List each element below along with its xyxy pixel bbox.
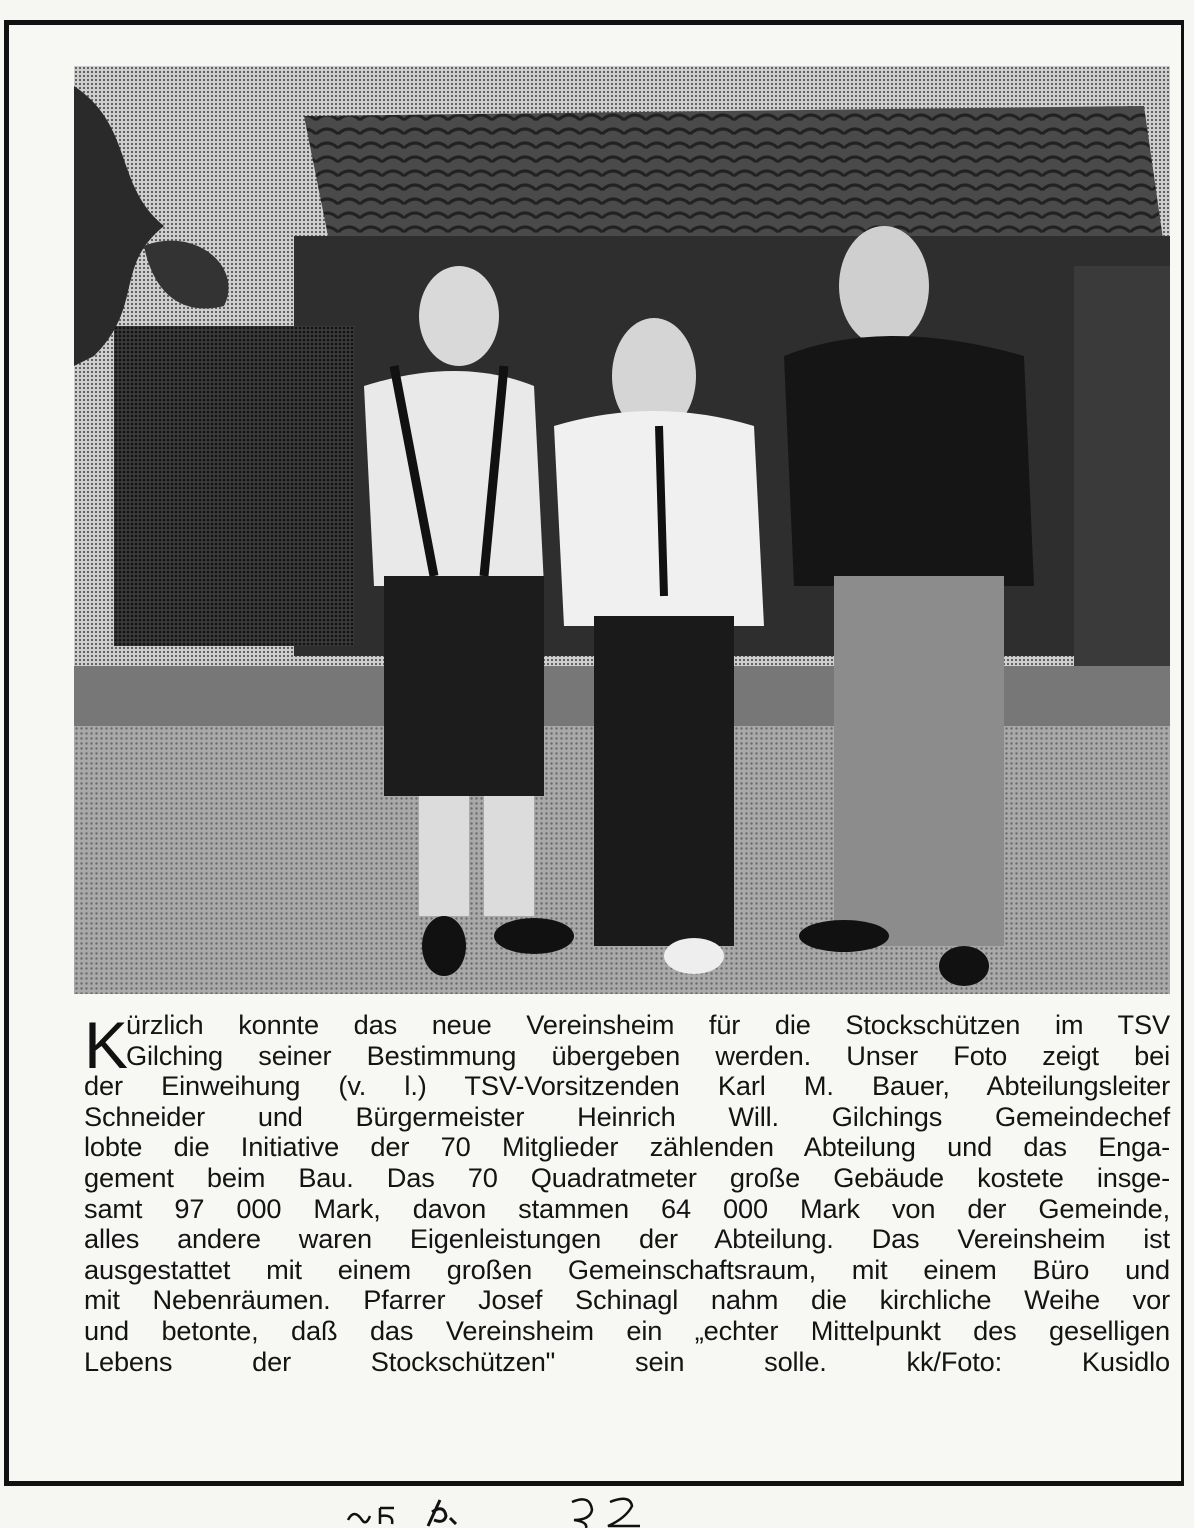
caption-line: Lebens der Stockschützen" sein solle. — [84, 1345, 827, 1377]
caption-line: der Einweihung (v. l.) TSV-Vorsitzenden Karl M. Bauer, Abteilungsleiter — [84, 1070, 1170, 1102]
caption-line: Schneider und Bürgermeister Heinrich Will. Gilchings Gemeindechef — [84, 1100, 1170, 1132]
halftone-photo — [74, 66, 1170, 994]
photo-icon — [74, 66, 1170, 994]
photo-credit: kk/Foto: Kusidlo — [906, 1345, 1170, 1377]
caption-line: Gilching seiner Bestimmung übergeben werden. Unser Foto zeigt bei — [126, 1039, 1170, 1071]
caption-line: und betonte, daß das Vereinsheim ein „echter Mittelpunkt des geselligen — [84, 1314, 1170, 1346]
caption-line: samt 97 000 Mark, davon stammen 64 000 Mark von der Gemeinde, — [84, 1192, 1170, 1224]
caption-line: mit Nebenräumen. Pfarrer Josef Schinagl nahm die kirchliche Weihe vor — [84, 1284, 1170, 1316]
caption-line: gement beim Bau. Das 70 Quadratmeter große Gebäude kostete insge- — [84, 1161, 1170, 1193]
handwritten-date-icon — [340, 1490, 700, 1528]
caption-line: lobte die Initiative der 70 Mitglieder zählenden Abteilung und das Enga- — [84, 1131, 1170, 1163]
dropcap: K — [84, 1008, 128, 1082]
photo-caption — [84, 1010, 1170, 1377]
caption-line: ürzlich konnte das neue Vereinsheim für die Stockschützen im TSV — [126, 1009, 1170, 1040]
caption-line: alles andere waren Eigenleistungen der Abteilung. Das Vereinsheim ist — [84, 1223, 1170, 1255]
caption-last-line — [84, 1347, 1170, 1378]
caption-line: ausgestattet mit einem großen Gemeinschaftsraum, mit einem Büro und — [84, 1253, 1170, 1285]
